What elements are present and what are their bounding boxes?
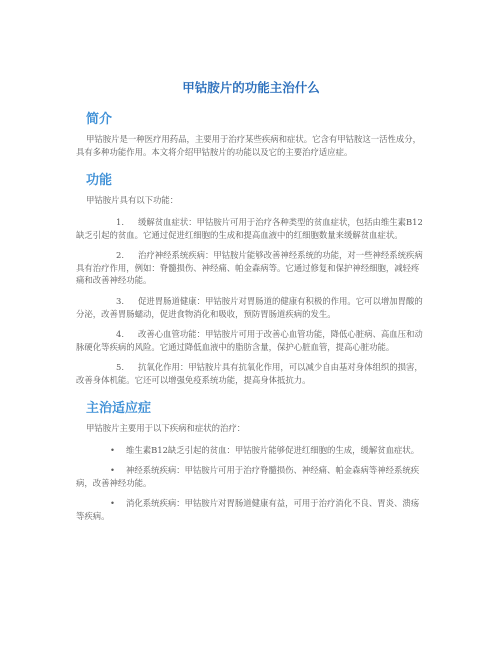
list-item [76, 249, 426, 287]
list-item-text: 维生素B12缺乏引起的贫血：甲钴胺片能够促进红细胞的生成，缓解贫血症状。 [126, 444, 420, 455]
functions-heading: 功能 [86, 173, 113, 188]
list-item [76, 464, 426, 489]
list-item-number: 1. [116, 217, 124, 227]
indications-lead: 甲钴胺片主要用于以下疾病和症状的治疗： [86, 422, 246, 433]
list-item [76, 361, 426, 386]
indications-list [76, 444, 426, 523]
bullet-icon: • [110, 465, 115, 476]
intro-section [76, 108, 426, 159]
list-item-text: 缓解贫血症状：甲钴胺片可用于治疗各种类型的贫血症状，包括由维生素B12缺乏引起的贫血。它通过促进红细胞的生成和提高血液中的红细胞数量来缓解贫血症状。 [76, 217, 423, 240]
list-item [76, 497, 426, 522]
indications-heading: 主治适应症 [86, 400, 152, 416]
list-item-text: 消化系统疾病：甲钴胺片对胃肠道健康有益，可用于治疗消化不良、胃炎、溃疡等疾病。 [76, 498, 420, 521]
functions-list [76, 216, 426, 387]
list-item [76, 328, 426, 353]
list-item [76, 295, 426, 320]
bullet-icon: • [110, 444, 115, 455]
list-item-text: 神经系统疾病：甲钴胺片可用于治疗脊髓损伤、神经痛、帕金森病等神经系统疾病，改善神经功能。 [76, 465, 420, 488]
list-item-text: 抗氧化作用：甲钴胺片具有抗氧化作用，可以减少自由基对身体组织的损害，改善身体机能。它还可以增强免疫系统功能，提高身体抵抗力。 [76, 362, 423, 385]
functions-lead: 甲钴胺片具有以下功能： [86, 195, 179, 205]
list-item-number: 3. [116, 295, 124, 306]
list-item-number: 2. [116, 250, 124, 261]
list-item [76, 216, 426, 241]
list-item-number: 5. [116, 362, 124, 373]
list-item-text: 促进胃肠道健康：甲钴胺片对胃肠道的健康有积极的作用。它可以增加胃酸的分泌，改善胃肠蠕动，促进食物消化和吸收，预防胃肠道疾病的发生。 [76, 295, 423, 319]
intro-heading: 简介 [86, 112, 113, 127]
document-title: 甲钴胺片的功能主治什么 [182, 80, 320, 95]
list-item [76, 444, 426, 457]
functions-section [76, 169, 426, 387]
intro-paragraph: 甲钴胺片是一种医疗用药品，主要用于治疗某些疾病和症状。它含有甲钴胺这一活性成分，具有多种功能作用。本文将介绍甲钴胺片的功能以及它的主要治疗适应症。 [76, 134, 421, 157]
list-item-text: 治疗神经系统疾病：甲钴胺片能够改善神经系统的功能，对一些神经系统疾病具有治疗作用，例如：脊髓损伤、神经痛、帕金森病等。它通过修复和保护神经细胞，减轻疼痛和改善神经功能。 [76, 250, 423, 286]
bullet-icon: • [110, 498, 115, 509]
indications-section [76, 397, 426, 523]
list-item-number: 4. [116, 329, 124, 340]
list-item-text: 改善心血管功能：甲钴胺片可用于改善心血管功能，降低心脏病、高血压和动脉硬化等疾病的风险。它通过降低血液中的脂肪含量，保护心脏血管，提高心脏功能。 [76, 329, 423, 352]
